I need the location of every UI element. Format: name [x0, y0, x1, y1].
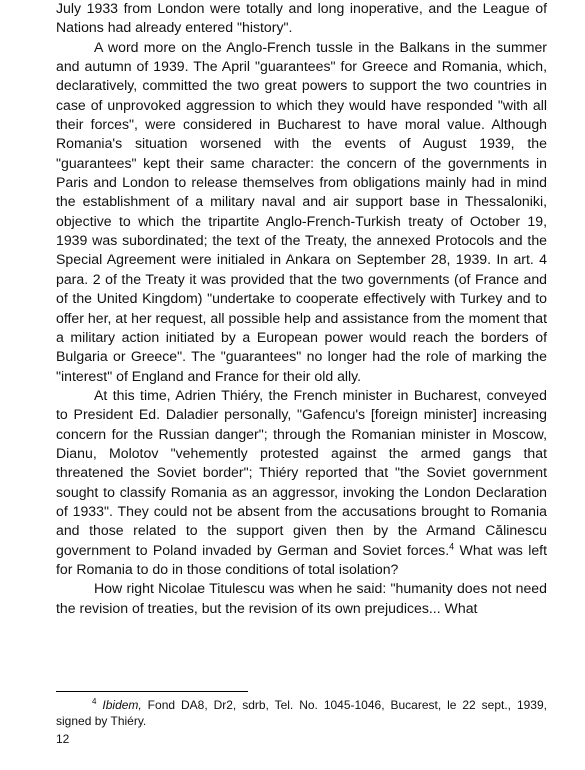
body-text — [56, 0, 547, 618]
paragraph-4: How right Nicolae Titulescu was when he said: "humanity does not need the revision of treaties, but the revision of its own prejudices... What — [56, 580, 547, 616]
footnote-reference[interactable]: 4 — [449, 540, 455, 551]
footnote-marker: 4 — [92, 697, 97, 706]
footnote-ibidem: Ibidem, — [102, 698, 142, 712]
paragraph-1: July 1933 from London were totally and long inoperative, and the League of Nations had already entered "history". — [56, 0, 547, 36]
paragraph-3-text: At this time, Adrien Thiéry, the French minister in Bucharest, conveyed to President Ed. Daladier personally, "Gafencu's [foreign minister] increasing concern for the Russian danger"; through the Romanian minister in Moscow, Dianu, Molotov "vehemently protested against the armed gangs that threatened the Soviet border"; Thiéry reported that "the Soviet government sought to classify Romania as an aggressor, invoking the London Declaration of 1933". They could not be absent from the accusations brought to Romania and those related to the support given then by the Armand Călinescu government to Poland invaded by German and Soviet forces. — [56, 386, 547, 558]
footnote-4 — [56, 697, 547, 729]
page-number: 12 — [56, 732, 70, 746]
footnote-divider — [56, 691, 248, 692]
document-page — [56, 0, 547, 618]
paragraph-3-tail: What was left for Romania to do in those conditions of total isolation? — [56, 541, 548, 577]
paragraph-3 — [56, 386, 547, 579]
footnote-text: Fond DA8, Dr2, sdrb, Tel. No. 1045-1046, Bucarest, le 22 sept., 1939, signed by Thiéry. — [56, 698, 547, 728]
paragraph-2: A word more on the Anglo-French tussle in the Balkans in the summer and autumn of 1939. The April "guarantees" for Greece and Romania, which, declaratively, committed the two great powers to support the two countries in case of unprovoked aggression to which they would have responded "with all their forces", were considered in Bucharest to have moral value. Although Romania's situation worsened with the events of August 1939, the "guarantees" kept their same character: the concern of the governments in Paris and London to release themselves from obligations mainly had in mind the establishment of a military naval and air support base in Thessaloniki, objective to which the tripartite Anglo-French-Turkish treaty of October 19, 1939 was subordinated; the text of the Treaty, the annexed Protocols and the Special Agreement were initialed in Ankara on September 28, 1939. In art. 4 para. 2 of the Treaty it was provided that the two governments (of France and of the United Kingdom) "undertake to cooperate effectively with Turkey and to offer her, at her request, all possible help and assistance from the moment that a military action initiated by a European power would reach the borders of Bulgaria or Greece". The "guarantees" no longer had the role of marking the "interest" of England and France for their old ally. — [56, 38, 547, 384]
